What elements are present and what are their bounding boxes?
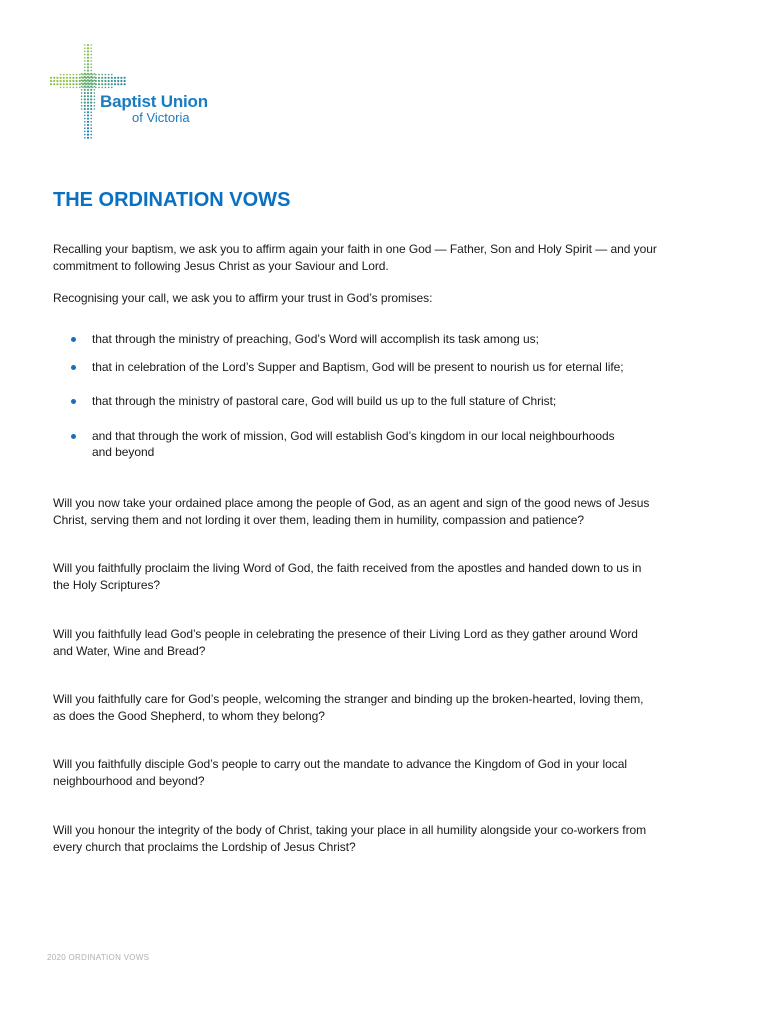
logo-dot	[84, 134, 86, 136]
logo-dot	[84, 57, 86, 59]
logo-dot	[60, 87, 62, 89]
logo-dot	[95, 74, 97, 76]
logo-dot	[111, 77, 113, 79]
logo-dot	[98, 77, 100, 79]
logo-dot	[90, 118, 92, 120]
logo-dot	[101, 87, 103, 89]
logo-dot	[105, 74, 107, 76]
bullet-item: that through the ministry of preaching, God’s Word will accomplish its task among us;	[92, 332, 539, 346]
logo-dot	[94, 92, 96, 94]
logo-dot	[84, 108, 86, 110]
logo-dot	[87, 70, 89, 72]
logo-dot	[87, 47, 89, 49]
bullet-item: that through the ministry of pastoral care, God will build us up to the full stature of Christ;	[92, 394, 557, 408]
logo-dot	[87, 105, 89, 107]
logo-dot	[87, 66, 89, 68]
logo-dot	[84, 47, 86, 49]
logo-dot	[108, 83, 110, 85]
logo-dot	[114, 77, 116, 79]
logo-dot	[53, 80, 55, 82]
logo-dot	[84, 102, 86, 104]
logo-dot	[94, 86, 96, 88]
question-line: Will you faithfully care for God’s people, welcoming the stranger and binding up the broken-hearted, loving them,	[53, 692, 644, 706]
logo-dot	[82, 77, 84, 79]
logo-dot	[63, 77, 65, 79]
logo-dot	[108, 74, 110, 76]
logo-dot	[88, 77, 90, 79]
logo-dot	[111, 74, 113, 76]
logo-dot	[95, 80, 97, 82]
logo-dot	[85, 77, 87, 79]
logo-dot	[90, 92, 92, 94]
intro-line: commitment to following Jesus Christ as your Saviour and Lord.	[53, 259, 389, 273]
logo-dot	[69, 74, 71, 76]
logo-dot	[81, 99, 83, 101]
logo-dot	[56, 80, 58, 82]
logo-dot	[120, 77, 122, 79]
logo-dot	[87, 95, 89, 97]
logo-dot	[101, 77, 103, 79]
logo-dot	[84, 54, 86, 56]
lead-text: Recognising your call, we ask you to affirm your trust in God’s promises:	[53, 291, 433, 305]
logo-dot	[76, 87, 78, 89]
logo-dot	[53, 77, 55, 79]
logo-dot	[101, 74, 103, 76]
logo-dot	[92, 87, 94, 89]
logo-dot	[95, 83, 97, 85]
question-line: Will you faithfully lead God’s people in celebrating the presence of their Living Lord as they gather around Word	[53, 627, 638, 641]
logo-dot	[117, 83, 119, 85]
logo-dot	[81, 102, 83, 104]
logo-dot	[69, 77, 71, 79]
logo-dot	[82, 83, 84, 85]
logo-dot	[90, 63, 92, 65]
question-line: the Holy Scriptures?	[53, 578, 161, 592]
logo-subtitle: of Victoria	[132, 110, 190, 125]
logo-title: Baptist Union	[100, 92, 208, 111]
logo-dot	[90, 111, 92, 113]
logo-dot	[120, 80, 122, 82]
logo-dot	[90, 67, 92, 69]
logo-dot	[85, 83, 87, 85]
logo-dot	[76, 77, 78, 79]
logo-dot	[90, 95, 92, 97]
logo-dot	[87, 121, 89, 123]
logo-dot	[66, 74, 68, 76]
logo-dot	[89, 87, 91, 89]
logo-dot	[56, 77, 58, 79]
logo-dot	[66, 80, 68, 82]
logo-dot	[87, 54, 89, 56]
logo-dot	[92, 74, 94, 76]
logo-dot	[87, 50, 89, 52]
logo-dot	[87, 44, 89, 46]
logo-dot	[87, 111, 89, 113]
logo-dot	[76, 83, 78, 85]
logo-dot	[84, 127, 86, 129]
logo-dot	[79, 77, 81, 79]
logo-dot	[76, 74, 78, 76]
logo-dot	[84, 118, 86, 120]
question-line: Will you now take your ordained place among the people of God, as an agent and sign of the good news of Jesus	[53, 496, 650, 510]
intro-line: Recalling your baptism, we ask you to affirm again your faith in one God — Father, Son and Holy Spirit — and your	[53, 242, 657, 256]
logo-dot	[90, 124, 92, 126]
logo-dot	[111, 80, 113, 82]
logo-dot	[60, 74, 62, 76]
logo-dot	[84, 51, 86, 53]
logo-dot	[82, 74, 84, 76]
bullet-icon	[71, 365, 76, 370]
logo-dot	[72, 83, 74, 85]
logo-dot	[90, 70, 92, 72]
logo-dot	[87, 137, 89, 139]
logo-dot	[69, 83, 71, 85]
logo-dot	[98, 83, 100, 85]
logo-dot	[87, 118, 89, 120]
logo-dot	[87, 63, 89, 65]
logo-dot	[84, 121, 86, 123]
logo-dot	[117, 80, 119, 82]
logo-dot	[124, 83, 126, 85]
logo-dot	[92, 83, 94, 85]
question-line: as does the Good Shepherd, to whom they belong?	[53, 709, 325, 723]
logo-dot	[90, 44, 92, 46]
logo-dot	[101, 80, 103, 82]
logo-dot	[63, 83, 65, 85]
logo-dot	[101, 83, 103, 85]
bullet-icon	[71, 434, 76, 439]
logo-dot	[90, 89, 92, 91]
logo-dot	[81, 92, 83, 94]
logo-dot	[98, 74, 100, 76]
logo-dot	[81, 86, 83, 88]
logo-dot	[104, 80, 106, 82]
logo-dot	[90, 134, 92, 136]
bullet-item: that in celebration of the Lord’s Supper and Baptism, God will be present to nourish us for eternal life;	[92, 360, 624, 374]
bullet-icon	[71, 337, 76, 342]
logo-dot	[94, 99, 96, 101]
logo-dot	[87, 127, 89, 129]
logo-dot	[63, 80, 65, 82]
logo-dot	[92, 80, 94, 82]
logo-dot	[94, 89, 96, 91]
logo-dot	[66, 77, 68, 79]
logo-dot	[89, 74, 91, 76]
bullet-item: and that through the work of mission, God will establish God’s kingdom in our local neighbourhoods	[92, 429, 615, 443]
logo-dot	[95, 87, 97, 89]
question-line: and Water, Wine and Bread?	[53, 644, 206, 658]
logo-dot	[60, 80, 62, 82]
question-line: Will you honour the integrity of the body of Christ, taking your place in all humility alongside your co-workers from	[53, 823, 647, 837]
logo-dot	[90, 127, 92, 129]
logo-dot	[84, 95, 86, 97]
logo-dot	[87, 102, 89, 104]
logo-dot	[117, 77, 119, 79]
question-line: Christ, serving them and not lording it over them, leading them in humility, compassion and patience?	[53, 513, 585, 527]
logo-dot	[84, 137, 86, 139]
page-title: THE ORDINATION VOWS	[53, 189, 291, 211]
logo-dot	[95, 77, 97, 79]
logo-dot	[81, 89, 83, 91]
question-line: Will you faithfully disciple God’s people to carry out the mandate to advance the Kingdom of God in your local	[53, 757, 627, 771]
logo-dot	[84, 67, 86, 69]
logo-dot	[120, 83, 122, 85]
logo-dot	[87, 60, 89, 62]
logo-dot	[104, 83, 106, 85]
logo-dot	[92, 77, 94, 79]
logo-dot	[79, 83, 81, 85]
logo-dot	[84, 60, 86, 62]
logo-dot	[94, 95, 96, 97]
bullet-item: and beyond	[92, 445, 155, 459]
logo-dot	[84, 44, 86, 46]
logo-dot	[87, 114, 89, 116]
logo-dot	[84, 111, 86, 113]
logo-dot	[90, 47, 92, 49]
logo-dot	[90, 57, 92, 59]
logo-dot	[85, 74, 87, 76]
logo-dot	[108, 80, 110, 82]
logo-dot	[124, 80, 126, 82]
logo-dot	[81, 73, 83, 75]
logo-dot	[73, 87, 75, 89]
logo-dot	[76, 80, 78, 82]
logo-dot	[114, 83, 116, 85]
logo-dot	[90, 60, 92, 62]
bullet-icon	[71, 399, 76, 404]
logo-dot	[84, 89, 86, 91]
question-line: Will you faithfully proclaim the living Word of God, the faith received from the apostles and handed down to us in	[53, 561, 642, 575]
logo-dot	[90, 98, 92, 100]
logo-dot	[84, 124, 86, 126]
logo-dot	[84, 105, 86, 107]
logo-dot	[108, 87, 110, 89]
logo-dot	[94, 108, 96, 110]
logo-dot	[84, 98, 86, 100]
logo-dot	[60, 83, 62, 85]
logo-dot	[84, 131, 86, 133]
logo-dot	[94, 73, 96, 75]
logo-dot	[90, 102, 92, 104]
logo-dot	[63, 87, 65, 89]
logo-dot	[90, 108, 92, 110]
logo-dot	[94, 102, 96, 104]
logo-dot	[94, 105, 96, 107]
logo-dot	[88, 80, 90, 82]
logo-dot	[84, 92, 86, 94]
logo-dot	[90, 51, 92, 53]
logo-dot	[63, 74, 65, 76]
logo-dot	[73, 74, 75, 76]
logo-dot	[124, 77, 126, 79]
logo-dot	[50, 77, 52, 79]
question-line: every church that proclaims the Lordship of Jesus Christ?	[53, 840, 356, 854]
logo-dot	[90, 54, 92, 56]
logo-dot	[72, 77, 74, 79]
logo-dot	[90, 105, 92, 107]
logo-dot	[105, 87, 107, 89]
logo-dot	[79, 74, 81, 76]
logo-dot	[84, 63, 86, 65]
logo-dot	[111, 83, 113, 85]
logo-dot	[56, 83, 58, 85]
logo-dot	[84, 70, 86, 72]
logo-dot	[69, 87, 71, 89]
logo-dot	[108, 77, 110, 79]
logo-dot	[53, 83, 55, 85]
logo-dot	[90, 137, 92, 139]
logo-dot	[87, 92, 89, 94]
logo-dot	[87, 134, 89, 136]
logo-dot	[90, 131, 92, 133]
logo-dot	[98, 80, 100, 82]
logo-dot	[72, 80, 74, 82]
logo-dot	[87, 89, 89, 91]
logo-dot	[87, 124, 89, 126]
logo-dot	[88, 83, 90, 85]
logo-dot	[87, 98, 89, 100]
logo-dot	[81, 108, 83, 110]
logo-dot	[87, 57, 89, 59]
logo-dot	[82, 80, 84, 82]
logo-dot	[104, 77, 106, 79]
logo-dot	[90, 115, 92, 117]
logo-dot	[87, 130, 89, 132]
logo-dot	[90, 121, 92, 123]
logo-dot	[87, 108, 89, 110]
logo-dot	[111, 87, 113, 89]
logo-dot	[69, 80, 71, 82]
logo-dot	[85, 80, 87, 82]
question-line: neighbourhood and beyond?	[53, 774, 205, 788]
logo-dot	[98, 87, 100, 89]
logo-dot	[81, 105, 83, 107]
logo-dot	[50, 80, 52, 82]
logo-dot	[114, 80, 116, 82]
logo-dot	[60, 77, 62, 79]
logo-dot	[66, 83, 68, 85]
logo-dot	[50, 83, 52, 85]
logo-dot	[81, 95, 83, 97]
logo-dot	[82, 87, 84, 89]
logo-dot	[79, 87, 81, 89]
logo-dot	[66, 87, 68, 89]
logo-dot	[84, 115, 86, 117]
logo-dot	[79, 80, 81, 82]
logo-dot	[85, 87, 87, 89]
page-footer: 2020 ORDINATION VOWS	[47, 953, 150, 962]
